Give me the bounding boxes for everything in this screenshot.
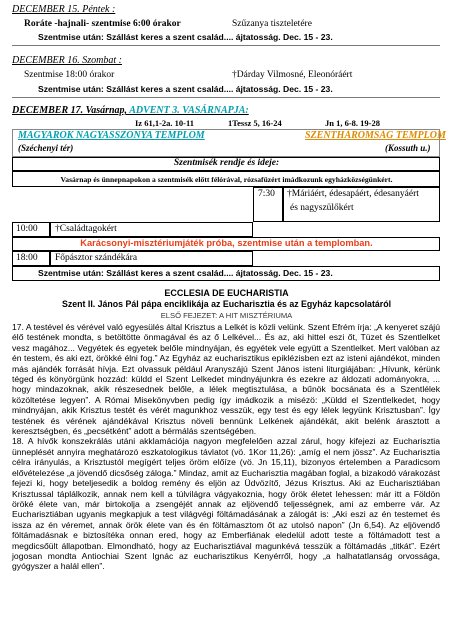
divider (12, 97, 440, 98)
dec16-intention: †Dárday Vilmosné, Eleonóráért (232, 70, 353, 80)
dec16-heading: DECEMBER 16. Szombat : (12, 55, 122, 66)
dec15-intention: Szűzanya tiszteletére (232, 19, 312, 29)
left-intention2: Főpásztor szándékára (55, 253, 138, 263)
right-church-place: (Kossuth u.) (385, 143, 431, 153)
rosary-note: Vasárnap és ünnepnapokon a szentmisék előtt félórával, rózsafüzért imádkozunk egyházközségünkért. (60, 175, 393, 184)
left-time2: 18:00 (16, 253, 38, 263)
right-time: 7:30 (258, 189, 275, 199)
announcement: Karácsonyi-misztériumjáték próba, szentmise után a templomban. (80, 238, 373, 248)
dec15-heading: DECEMBER 15. Péntek : (12, 4, 116, 15)
reading-3: Jn 1, 6-8. 19-28 (325, 118, 381, 128)
left-intention1: †Családtagokért (55, 224, 117, 234)
dec16-mass: Szentmise 18:00 órakor (24, 70, 115, 80)
dec15-mass: Roráte -hajnali- szentmise 6:00 órakor (24, 19, 181, 29)
paragraph-17: 17. A testével és vérével való egyesülés által Krisztus a Lelkét is közli velünk. Szent Efrém írja: „A kenyeret szájú élő testének mondta, s betöltötte önmagával és az ő Lelkével... És az, aki hittel eszi őt, Tüzet és Szentlelket vesz magához... Vegyétek és egyetek belőle mindnyájan, és egyétek vele együtt a Szentlelket. Mert valóban az én testem, és aki ezt, örökké élni fog.” Az Egyház az eucharisztikus epiklézisben ezt az isteni ajándékot, minden más ajándék forrását hívja. Ezt olvassuk például Aranyszájú Szent János isteni liturgiájában: „Hívunk, kérünk téged és könyörgünk hozzád: küldd el Szent Lelkedet mindnyájunkra és ezekre az áldozati adományokra, ... hogy mindazoknak, akik részesednek belőle, a lélek megtisztulása, a bűnök bocsánata és a Szentlélek közöltetése legyen”. A Római Misekönyvben pedig így imádkozik a misézö: „Küldd el Szentlelkedet, hogy mindnyájan, akik Krisztus testét és vérét magunkhoz vesszük, egy test és egy lélek legyünk Krisztusban”. Így testének és vérének ajándékával Krisztus növeli bennünk Lelkének ajándékát, akit belénk árasztott a keresztségben, és „pecsétként” adott a bérmálás szentségében. (12, 322, 440, 437)
right-intention-2: és nagyszülőkért (290, 203, 354, 213)
article-part: ELSŐ FEJEZET: A HIT MISZTÉRIUMA (160, 311, 293, 320)
right-church-name: SZENTHÁROMSÁG TEMPLOM (305, 130, 446, 141)
right-intention-1: †Máriáért, édesapáért, édesanyáért (287, 189, 419, 199)
dec15-notice: Szentmise után: Szállást keres a szent család.... ájtatosság. Dec. 15 - 23. (38, 32, 333, 42)
left-church-place: (Széchenyi tér) (18, 143, 74, 153)
dec17-heading-advent: ADVENT 3. VASÁRNAPJA: (129, 105, 249, 116)
paragraph-18: 18. A hívők konszekrálás utáni akklamációja nagyon megfelelően azzal zárul, hogy kifejezi az Eucharisztia ünneplését annyira meghatározó eszkatologikus távlatot (vö. 1Kor 11,26): „amíg el nem jössz”. Az Eucharisztia célra irányulás, a Krisztustól megígért teljes öröm előíze (vö. Jn 15,11), bizonyos értelemben a Paradicsom elővételezése „a jövendő dicsőség zálogа.” Mindaz, amit az Eucharisztia magában foglal, a bizakodó várakozást fejezi ki, hogy beteljesedik a boldog remény és eljön az Üdvözítő, Jézus Krisztus. Aki az Eucharisztiában Krisztussal táplálkozik, annak nem kell a túlvilágra vágyakoznia, hogy örök életet lehessen: már itt a Földön öröké élete van, már birtokolja a zsengéjét annak az eljövendő teljességnek, ami az emberre vár. Az Eucharisztiában ugyanis megkapjuk a test világvégi föltámadásának a zálogát is: „Aki eszi az én testemet és issza az én véremet, annak örök élete van és én föltámasztom őt az utolsó napon” (Jn 6,54). Az eljövendő föltámadásnak e biztosítéka onnan ered, hogy az Emberfiának eledelül adott teste a föltámadott test a megdicsőült állapotban. Elmondható, hogy az Eucharisztiával magunkévá tesszük a föltámadás „titkát”. Ezért jogosan mondta Antiochiai Szent Ignác az eucharisztikus Kenyérről, hogy „a halhatatlanság orvossága, gyógyszer a halál ellen”. (12, 436, 440, 572)
article-title: ECCLESIA DE EUCHARISTIA (164, 288, 289, 298)
dec16-notice: Szentmise után: Szállást keres a szent család.... ájtatosság. Dec. 15 - 23. (38, 84, 333, 94)
schedule-notice: Szentmise után: Szállást keres a szent család.... ájtatosság. Dec. 15 - 23. (38, 268, 333, 278)
left-time1: 10:00 (16, 224, 38, 234)
reading-2: 1Tessz 5, 16-24 (228, 118, 282, 128)
article-body (12, 322, 440, 572)
article-subtitle: Szent II. János Pál pápa enciklikája az Eucharisztia és az Egyház kapcsolatáról (61, 299, 392, 309)
divider (12, 45, 440, 46)
left-church-name: MAGYAROK NAGYASSZONYA TEMPLOM (18, 130, 205, 141)
reading-1: Iz 61,1-2a. 10-11 (135, 118, 195, 128)
schedule-title: Szentmisék rendje és ideje: (173, 158, 280, 168)
dec17-heading (12, 105, 249, 116)
dec17-heading-prefix: DECEMBER 17. Vasárnap, (12, 105, 128, 116)
